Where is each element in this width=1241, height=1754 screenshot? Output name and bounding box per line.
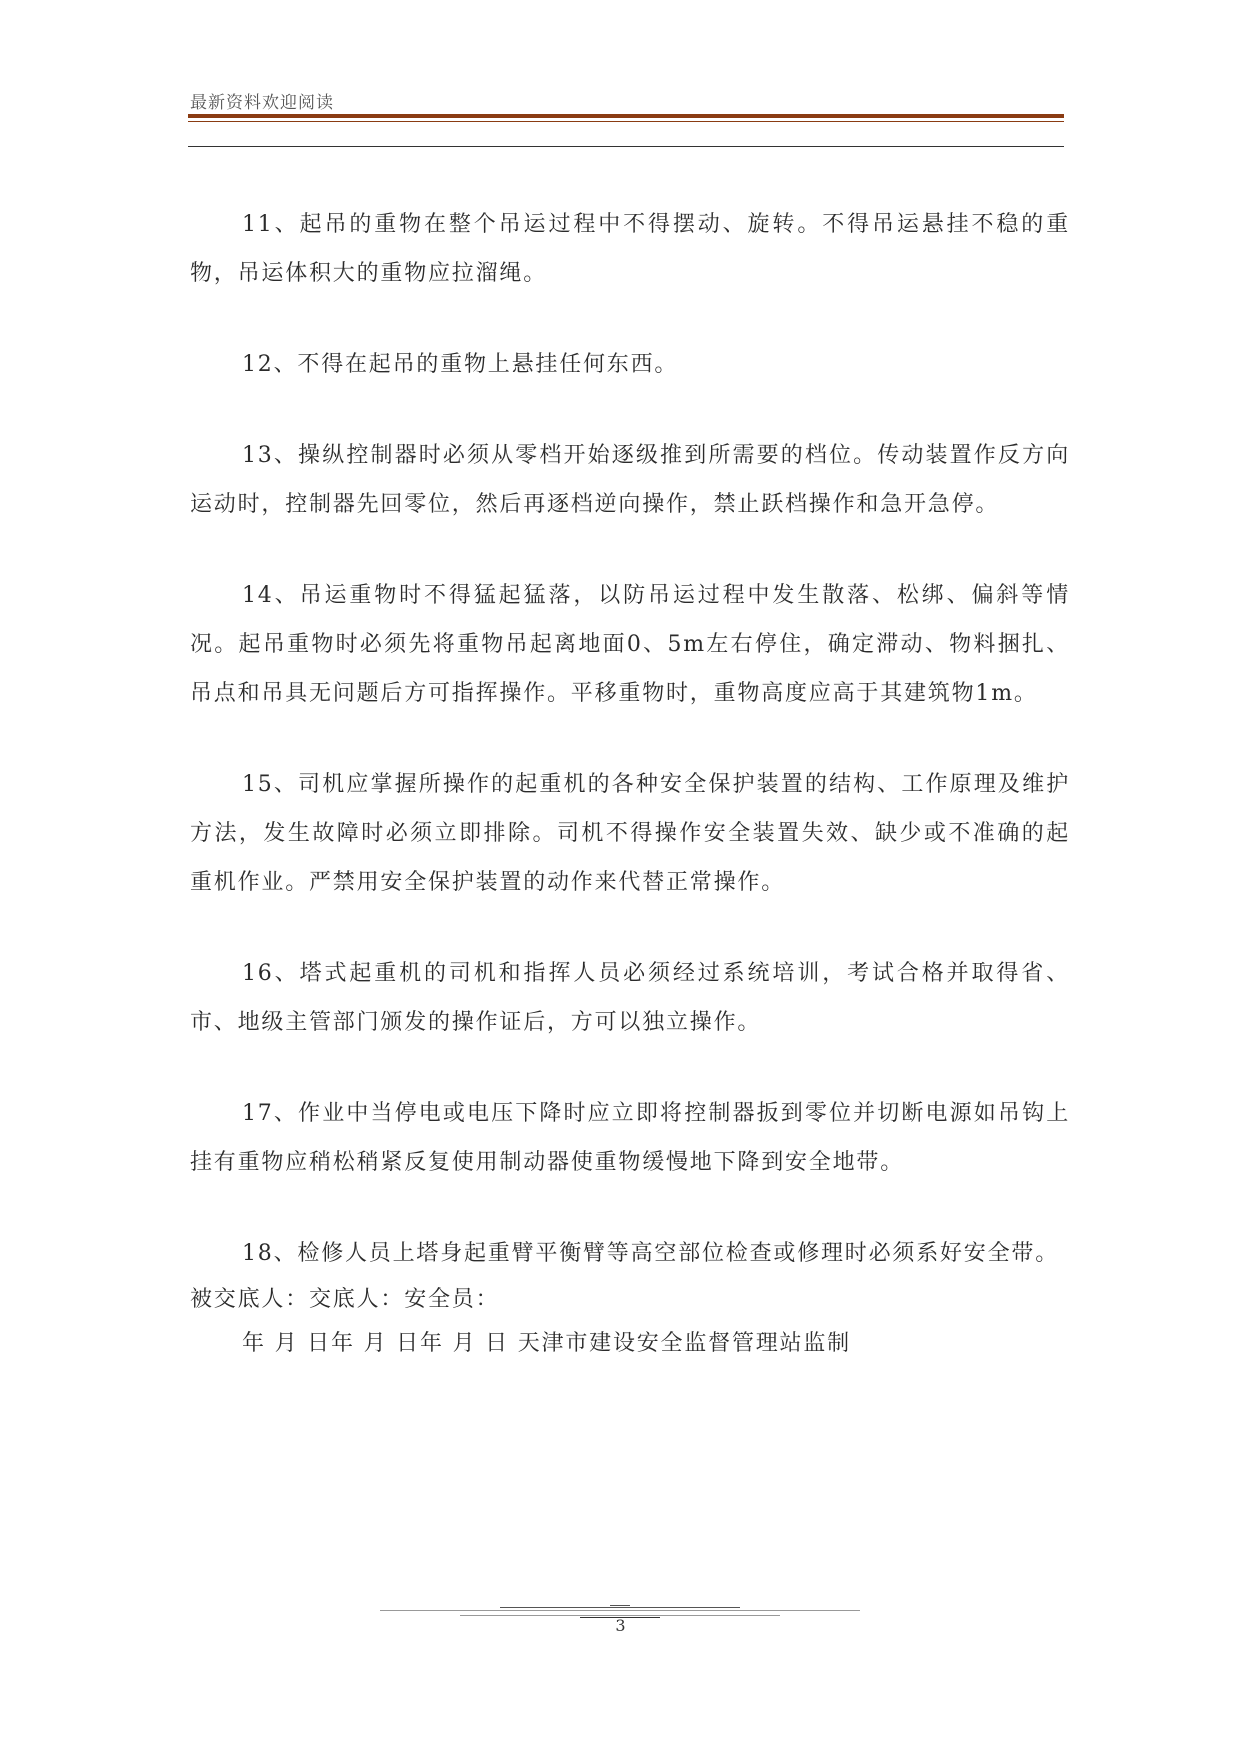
page-number: 3	[615, 1616, 626, 1635]
footer-rule-mark	[610, 1605, 630, 1606]
paragraph-13: 13、操纵控制器时必须从零档开始逐级推到所需要的档位。传动装置作反方向运动时，控制器先回零位，然后再逐档逆向操作，禁止跃档操作和急开急停。	[190, 443, 1070, 517]
footer-rule-top	[500, 1607, 740, 1608]
paragraph-16: 16、塔式起重机的司机和指挥人员必须经过系统培训，考试合格并取得省、市、地级主管部门颁发的操作证后，方可以独立操作。	[190, 961, 1070, 1035]
header-rule-thin	[188, 121, 1064, 122]
header-text: 最新资料欢迎阅读	[190, 93, 334, 113]
paragraph-18: 18、检修人员上塔身起重臂平衡臂等高空部位检查或修理时必须系好安全带。	[242, 1241, 1059, 1266]
paragraph-11: 11、起吊的重物在整个吊运过程中不得摆动、旋转。不得吊运悬挂不稳的重物，吊运体积大的重物应拉溜绳。	[190, 212, 1070, 286]
document-body	[190, 200, 1070, 1366]
paragraph-17: 17、作业中当停电或电压下降时应立即将控制器扳到零位并切断电源如吊钩上挂有重物应稍松稍紧反复使用制动器使重物缓慢地下降到安全地带。	[190, 1101, 1070, 1175]
signature-line: 被交底人：交底人：安全员：	[190, 1287, 500, 1312]
paragraph-14: 14、吊运重物时不得猛起猛落，以防吊运过程中发生散落、松绑、偏斜等情况。起吊重物时必须先将重物吊起离地面0、5m左右停住，确定滞动、物料捆扎、吊点和吊具无问题后方可指挥操作。平移重物时，重物高度应高于其建筑物1m。	[190, 583, 1070, 706]
header-underline	[188, 146, 1064, 147]
paragraph-15: 15、司机应掌握所操作的起重机的各种安全保护装置的结构、工作原理及维护方法，发生故障时必须立即排除。司机不得操作安全装置失效、缺少或不准确的起重机作业。严禁用安全保护装置的动作来代替正常操作。	[190, 772, 1070, 895]
footer-rule-middle	[380, 1610, 860, 1611]
date-line: 年 月 日年 月 日年 月 日 天津市建设安全监督管理站监制	[242, 1331, 851, 1356]
header-rule-thick	[188, 114, 1064, 118]
paragraph-12: 12、不得在起吊的重物上悬挂任何东西。	[242, 352, 679, 377]
